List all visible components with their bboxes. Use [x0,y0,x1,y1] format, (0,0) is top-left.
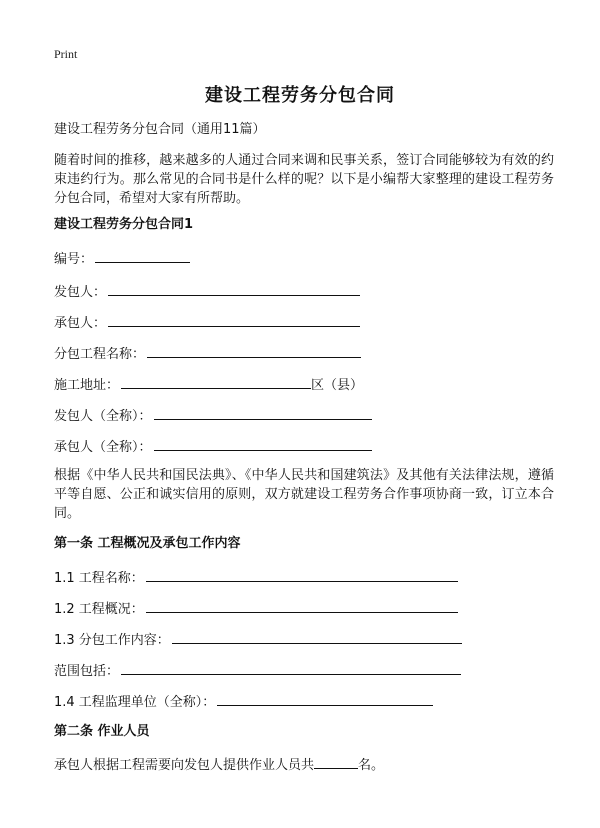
article2-text-before: 承包人根据工程需要向发包人提供作业人员共 [54,758,315,773]
contractor-field [54,312,360,334]
item-1-1-blank [146,567,458,582]
item-1-2-label: 1.2 工程概况： [54,602,144,617]
item-1-2 [54,598,458,620]
section-heading: 建设工程劳务分包合同1 [54,217,194,232]
item-1-2-blank [146,598,458,613]
worker-count-blank [314,754,358,769]
item-1-1-label: 1.1 工程名称： [54,571,144,586]
intro-paragraph: 随着时间的推移，越来越多的人通过合同来调和民事关系，签订合同能够较为有效的约束违约行为。那么常见的合同书是什么样的呢？以下是小编帮大家整理的建设工程劳务分包合同，希望对大家有所帮助。 [54,153,554,206]
project-name-blank [147,343,361,358]
employer-field [54,281,360,303]
scope-label: 范围包括： [54,664,120,679]
contractor-full-field [54,436,372,458]
item-1-4-blank [217,691,433,706]
contractor-full-blank [154,436,372,451]
number-blank [95,248,190,263]
number-field [54,248,190,270]
article2-text [54,754,384,776]
scope-field [54,660,461,682]
article2-heading: 第二条 作业人员 [54,724,150,739]
item-1-4-label: 1.4 工程监理单位（全称）： [54,695,216,710]
site-address-label: 施工地址： [54,378,120,393]
basis-paragraph: 根据《中华人民共和国民法典》、《中华人民共和国建筑法》及其他有关法律法规，遵循平等自愿、公正和诚实信用的原则，双方就建设工程劳务合作事项协商一致，订立本合同。 [54,468,554,521]
item-1-3-blank [172,629,462,644]
project-name-field [54,343,361,365]
site-address-field [54,374,363,396]
article2-text-after: 名。 [358,758,385,773]
scope-blank [121,660,461,675]
employer-blank [108,281,360,296]
contractor-full-label: 承包人（全称）： [54,440,152,455]
project-name-label: 分包工程名称： [54,347,146,362]
item-1-4 [54,691,433,713]
print-link[interactable]: Print [54,47,78,61]
site-address-blank [121,374,311,389]
employer-full-field [54,405,372,427]
document-subtitle: 建设工程劳务分包合同（通用11篇） [54,122,266,137]
document-title: 建设工程劳务分包合同 [205,85,395,106]
contractor-blank [108,312,360,327]
article1-heading: 第一条 工程概况及承包工作内容 [54,536,241,551]
contractor-label: 承包人： [54,316,107,331]
site-address-suffix: 区（县） [311,378,364,393]
employer-full-label: 发包人（全称）： [54,409,152,424]
item-1-1 [54,567,458,589]
item-1-3-label: 1.3 分包工作内容： [54,633,170,648]
employer-label: 发包人： [54,285,107,300]
number-label: 编号： [54,252,94,267]
item-1-3 [54,629,462,651]
employer-full-blank [154,405,372,420]
